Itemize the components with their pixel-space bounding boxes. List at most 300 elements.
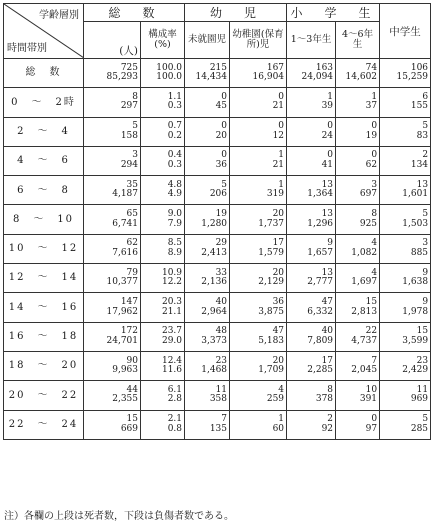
data-cell xyxy=(185,176,230,205)
injuries-value: 2,129 xyxy=(258,277,285,288)
table-row xyxy=(4,410,431,439)
injuries-value: 3,875 xyxy=(258,306,285,317)
injuries-value: 97 xyxy=(365,423,378,434)
deaths-value: 17 xyxy=(272,238,285,249)
data-cell xyxy=(287,88,336,117)
deaths-value: 5 xyxy=(132,121,138,132)
data-cell xyxy=(84,410,141,439)
row-label: 12 ～ 14 xyxy=(4,264,84,293)
data-cell xyxy=(141,322,185,351)
injuries-value: 21 xyxy=(272,101,285,112)
data-cell xyxy=(230,264,287,293)
deaths-value: 90 xyxy=(126,355,138,366)
row-label: 8 ～ 10 xyxy=(4,205,84,234)
data-cell xyxy=(230,88,287,117)
data-cell xyxy=(336,146,380,175)
data-cell xyxy=(287,146,336,175)
data-cell xyxy=(141,146,185,175)
data-cell xyxy=(287,176,336,205)
injuries-value: 11.6 xyxy=(161,365,183,376)
deaths-value: 12.4 xyxy=(161,355,183,366)
deaths-value: 1.1 xyxy=(167,91,183,102)
deaths-value: 44 xyxy=(126,384,138,395)
header-infant-home: 未就園児 xyxy=(185,22,230,59)
header-elem: 小 学 生 xyxy=(287,4,380,22)
data-cell xyxy=(380,410,431,439)
injuries-value: 1,579 xyxy=(258,247,285,258)
deaths-value: 5 xyxy=(422,209,429,220)
deaths-value: 65 xyxy=(126,209,138,220)
table-row xyxy=(4,322,431,351)
injuries-value: 41 xyxy=(321,160,334,171)
data-cell xyxy=(336,293,380,322)
data-cell xyxy=(141,351,185,380)
data-cell xyxy=(84,59,141,88)
deaths-value: 0 xyxy=(221,150,228,161)
table-row xyxy=(4,264,431,293)
injuries-value: 100.0 xyxy=(156,72,183,83)
deaths-value: 9.0 xyxy=(167,209,183,220)
injuries-value: 2,964 xyxy=(201,306,228,317)
data-cell xyxy=(141,176,185,205)
deaths-value: 0 xyxy=(327,150,334,161)
injuries-value: 3,373 xyxy=(201,335,228,346)
data-cell xyxy=(336,234,380,263)
injuries-value: 885 xyxy=(410,247,429,258)
deaths-value: 15 xyxy=(365,296,378,307)
injuries-value: 12.2 xyxy=(161,277,183,288)
injuries-value: 1,296 xyxy=(307,218,334,229)
data-cell xyxy=(287,410,336,439)
data-cell xyxy=(380,176,431,205)
injuries-value: 15,259 xyxy=(396,72,429,83)
data-cell xyxy=(84,381,141,410)
table-row xyxy=(4,205,431,234)
data-cell xyxy=(84,88,141,117)
deaths-value: 13 xyxy=(321,267,334,278)
data-cell xyxy=(336,117,380,146)
data-cell xyxy=(336,410,380,439)
injuries-value: 6,741 xyxy=(112,218,138,229)
deaths-value: 0 xyxy=(221,121,228,132)
deaths-value: 3 xyxy=(132,150,138,161)
data-cell xyxy=(141,234,185,263)
injuries-value: 134 xyxy=(410,160,429,171)
deaths-value: 0 xyxy=(371,150,378,161)
data-cell xyxy=(230,176,287,205)
injuries-value: 1,503 xyxy=(402,218,429,229)
deaths-value: 1 xyxy=(327,91,334,102)
injuries-value: 24,701 xyxy=(106,335,138,346)
deaths-value: 4 xyxy=(278,384,285,395)
data-cell xyxy=(336,205,380,234)
deaths-value: 23.7 xyxy=(161,326,183,337)
deaths-value: 15 xyxy=(126,414,138,425)
deaths-value: 20 xyxy=(272,209,285,220)
data-cell xyxy=(336,322,380,351)
row-label: 14 ～ 16 xyxy=(4,293,84,322)
data-cell xyxy=(287,381,336,410)
deaths-value: 40 xyxy=(215,296,228,307)
injuries-value: 158 xyxy=(120,130,138,141)
deaths-value: 0.7 xyxy=(167,121,183,132)
row-label: 10 ～ 12 xyxy=(4,234,84,263)
row-label: 総 数 xyxy=(4,59,84,88)
injuries-value: 1,709 xyxy=(258,365,285,376)
row-label: 18 ～ 20 xyxy=(4,351,84,380)
injuries-value: 0.8 xyxy=(167,423,183,434)
injuries-value: 0.3 xyxy=(167,160,183,171)
injuries-value: 2,429 xyxy=(402,365,429,376)
header-junior: 中学生 xyxy=(380,4,431,59)
data-cell xyxy=(287,322,336,351)
deaths-value: 4 xyxy=(371,238,378,249)
injuries-value: 17,962 xyxy=(106,306,138,317)
injuries-value: 1,638 xyxy=(402,277,429,288)
deaths-value: 9 xyxy=(422,267,429,278)
row-label: 22 ～ 24 xyxy=(4,410,84,439)
deaths-value: 3 xyxy=(422,238,429,249)
deaths-value: 1 xyxy=(278,150,285,161)
deaths-value: 22 xyxy=(365,326,378,337)
injuries-value: 21 xyxy=(272,160,285,171)
deaths-value: 11 xyxy=(416,384,429,395)
deaths-value: 23 xyxy=(416,355,429,366)
data-cell xyxy=(336,351,380,380)
deaths-value: 47 xyxy=(321,296,334,307)
data-cell xyxy=(84,322,141,351)
row-label: 16 ～ 18 xyxy=(4,322,84,351)
deaths-value: 20 xyxy=(272,267,285,278)
deaths-value: 19 xyxy=(215,209,228,220)
row-label: 4 ～ 6 xyxy=(4,146,84,175)
injuries-value: 39 xyxy=(321,101,334,112)
deaths-value: 9 xyxy=(422,296,429,307)
data-cell xyxy=(84,205,141,234)
table-row xyxy=(4,381,431,410)
deaths-value: 15 xyxy=(416,326,429,337)
injuries-value: 319 xyxy=(266,189,285,200)
data-cell xyxy=(380,205,431,234)
injuries-value: 4.9 xyxy=(167,189,183,200)
deaths-value: 62 xyxy=(126,238,138,249)
deaths-value: 36 xyxy=(272,296,285,307)
deaths-value: 13 xyxy=(416,179,429,190)
injuries-value: 135 xyxy=(209,423,228,434)
injuries-value: 16,904 xyxy=(252,72,285,83)
data-cell xyxy=(380,381,431,410)
deaths-value: 6 xyxy=(422,91,429,102)
deaths-value: 167 xyxy=(266,62,285,73)
data-cell xyxy=(380,351,431,380)
injuries-value: 85,293 xyxy=(106,72,138,83)
deaths-value: 23 xyxy=(215,355,228,366)
data-cell xyxy=(287,59,336,88)
data-cell xyxy=(185,351,230,380)
deaths-value: 0 xyxy=(221,91,228,102)
injuries-value: 155 xyxy=(410,101,429,112)
injuries-value: 20 xyxy=(215,130,228,141)
deaths-value: 40 xyxy=(321,326,334,337)
deaths-value: 0 xyxy=(278,91,285,102)
data-cell xyxy=(185,234,230,263)
data-cell xyxy=(380,59,431,88)
table-row xyxy=(4,117,431,146)
injuries-value: 1,468 xyxy=(201,365,228,376)
data-cell xyxy=(287,117,336,146)
injuries-value: 36 xyxy=(215,160,228,171)
header-total-people: (人) xyxy=(84,22,141,59)
injuries-value: 8.9 xyxy=(167,247,183,258)
injuries-value: 2.8 xyxy=(167,394,183,405)
injuries-value: 4,737 xyxy=(351,335,378,346)
data-cell xyxy=(230,381,287,410)
header-total: 総 数 xyxy=(84,4,185,22)
data-cell xyxy=(230,322,287,351)
injuries-value: 2,413 xyxy=(201,247,228,258)
injuries-value: 2,355 xyxy=(112,394,138,405)
injuries-value: 925 xyxy=(359,218,378,229)
deaths-value: 9 xyxy=(327,238,334,249)
deaths-value: 11 xyxy=(215,384,228,395)
injuries-value: 1,082 xyxy=(351,247,378,258)
deaths-value: 2 xyxy=(422,150,429,161)
deaths-value: 13 xyxy=(321,209,334,220)
data-cell xyxy=(185,205,230,234)
deaths-value: 8 xyxy=(132,91,138,102)
injuries-value: 0.2 xyxy=(167,130,183,141)
injuries-value: 24,094 xyxy=(301,72,334,83)
corner-bottom-label: 時間帯別 xyxy=(7,43,47,54)
deaths-value: 1 xyxy=(278,414,285,425)
data-cell xyxy=(84,264,141,293)
row-label: 20 ～ 22 xyxy=(4,381,84,410)
data-cell xyxy=(230,205,287,234)
data-cell xyxy=(141,410,185,439)
injuries-value: 5,183 xyxy=(258,335,285,346)
injuries-value: 0.3 xyxy=(167,101,183,112)
deaths-value: 6.1 xyxy=(167,384,183,395)
injuries-value: 259 xyxy=(266,394,285,405)
data-cell xyxy=(84,234,141,263)
injuries-value: 1,364 xyxy=(307,189,334,200)
deaths-value: 215 xyxy=(209,62,228,73)
deaths-value: 172 xyxy=(120,326,138,337)
data-cell xyxy=(185,146,230,175)
injuries-value: 1,737 xyxy=(258,218,285,229)
injuries-value: 3,599 xyxy=(402,335,429,346)
data-cell xyxy=(287,293,336,322)
injuries-value: 14,434 xyxy=(195,72,228,83)
deaths-value: 0.4 xyxy=(167,150,183,161)
deaths-value: 79 xyxy=(126,267,138,278)
row-label: 2 ～ 4 xyxy=(4,117,84,146)
injuries-value: 7,809 xyxy=(307,335,334,346)
injuries-value: 1,601 xyxy=(402,189,429,200)
data-cell xyxy=(141,264,185,293)
injuries-value: 2,813 xyxy=(351,306,378,317)
data-cell xyxy=(380,293,431,322)
deaths-value: 4.8 xyxy=(167,179,183,190)
data-cell xyxy=(185,293,230,322)
injuries-value: 2,777 xyxy=(307,277,334,288)
data-cell xyxy=(141,59,185,88)
deaths-value: 5 xyxy=(422,414,429,425)
row-label: 0 ～ 2時 xyxy=(4,88,84,117)
injuries-value: 60 xyxy=(272,423,285,434)
table-row xyxy=(4,176,431,205)
data-cell xyxy=(185,410,230,439)
data-cell xyxy=(84,176,141,205)
deaths-value: 8 xyxy=(327,384,334,395)
header-total-ratio: 構成率(%) xyxy=(141,22,185,59)
injuries-value: 19 xyxy=(365,130,378,141)
deaths-value: 29 xyxy=(215,238,228,249)
data-cell xyxy=(287,205,336,234)
injuries-value: 92 xyxy=(321,423,334,434)
data-cell xyxy=(84,351,141,380)
injuries-value: 37 xyxy=(365,101,378,112)
data-cell xyxy=(336,88,380,117)
injuries-value: 285 xyxy=(410,423,429,434)
table-row xyxy=(4,59,431,88)
data-cell xyxy=(141,381,185,410)
deaths-value: 5 xyxy=(422,121,429,132)
table-row xyxy=(4,351,431,380)
data-cell xyxy=(185,88,230,117)
data-cell xyxy=(336,176,380,205)
data-cell xyxy=(84,117,141,146)
deaths-value: 725 xyxy=(120,62,138,73)
deaths-value: 48 xyxy=(215,326,228,337)
injuries-value: 1,657 xyxy=(307,247,334,258)
deaths-value: 0 xyxy=(327,121,334,132)
deaths-value: 10.9 xyxy=(161,267,183,278)
injuries-value: 697 xyxy=(359,189,378,200)
corner-top-label: 学齢層別 xyxy=(39,10,79,21)
injuries-value: 1,697 xyxy=(351,277,378,288)
injuries-value: 294 xyxy=(120,160,138,171)
deaths-value: 74 xyxy=(365,62,378,73)
deaths-value: 17 xyxy=(321,355,334,366)
data-cell xyxy=(230,293,287,322)
data-cell xyxy=(336,59,380,88)
injuries-value: 969 xyxy=(410,394,429,405)
row-label: 6 ～ 8 xyxy=(4,176,84,205)
deaths-value: 100.0 xyxy=(156,62,183,73)
injuries-value: 2,136 xyxy=(201,277,228,288)
injuries-value: 297 xyxy=(120,101,138,112)
injuries-value: 1,978 xyxy=(402,306,429,317)
deaths-value: 47 xyxy=(272,326,285,337)
injuries-value: 24 xyxy=(321,130,334,141)
injuries-value: 4,187 xyxy=(112,189,138,200)
injuries-value: 12 xyxy=(272,130,285,141)
data-cell xyxy=(230,234,287,263)
deaths-value: 20.3 xyxy=(161,296,183,307)
deaths-value: 5 xyxy=(221,179,228,190)
data-cell xyxy=(380,264,431,293)
data-cell xyxy=(141,205,185,234)
data-cell xyxy=(380,117,431,146)
injuries-value: 358 xyxy=(209,394,228,405)
deaths-value: 8 xyxy=(371,209,378,220)
deaths-value: 13 xyxy=(321,179,334,190)
injuries-value: 669 xyxy=(120,423,138,434)
deaths-value: 3 xyxy=(371,179,378,190)
injuries-value: 2,285 xyxy=(307,365,334,376)
deaths-value: 1 xyxy=(278,179,285,190)
data-table xyxy=(3,3,431,440)
deaths-value: 7 xyxy=(221,414,228,425)
deaths-value: 4 xyxy=(371,267,378,278)
data-cell xyxy=(336,264,380,293)
header-elem-1-3: 1～3年生 xyxy=(287,22,336,59)
injuries-value: 83 xyxy=(416,130,429,141)
corner-header xyxy=(4,4,84,59)
data-cell xyxy=(185,322,230,351)
injuries-value: 62 xyxy=(365,160,378,171)
deaths-value: 0 xyxy=(371,414,378,425)
deaths-value: 163 xyxy=(315,62,334,73)
table-row xyxy=(4,293,431,322)
deaths-value: 1 xyxy=(371,91,378,102)
data-cell xyxy=(141,117,185,146)
injuries-value: 7,616 xyxy=(112,247,138,258)
data-cell xyxy=(84,146,141,175)
data-cell xyxy=(230,351,287,380)
injuries-value: 45 xyxy=(215,101,228,112)
data-cell xyxy=(141,293,185,322)
data-cell xyxy=(287,234,336,263)
injuries-value: 378 xyxy=(315,394,334,405)
injuries-value: 21.1 xyxy=(161,306,183,317)
data-cell xyxy=(287,351,336,380)
header-infant-kinder: 幼稚園(保育所)児 xyxy=(230,22,287,59)
data-cell xyxy=(185,59,230,88)
injuries-value: 2,045 xyxy=(351,365,378,376)
injuries-value: 391 xyxy=(359,394,378,405)
data-cell xyxy=(185,264,230,293)
data-cell xyxy=(230,59,287,88)
data-cell xyxy=(84,293,141,322)
data-cell xyxy=(336,381,380,410)
deaths-value: 0 xyxy=(278,121,285,132)
table-row xyxy=(4,234,431,263)
table-row xyxy=(4,88,431,117)
data-cell xyxy=(287,264,336,293)
injuries-value: 9,963 xyxy=(112,365,138,376)
deaths-value: 33 xyxy=(215,267,228,278)
table-row xyxy=(4,146,431,175)
header-elem-4-6: 4～6年生 xyxy=(336,22,380,59)
injuries-value: 14,602 xyxy=(345,72,378,83)
header-infant: 幼 児 xyxy=(185,4,287,22)
deaths-value: 20 xyxy=(272,355,285,366)
deaths-value: 0 xyxy=(371,121,378,132)
data-cell xyxy=(230,410,287,439)
data-cell xyxy=(230,146,287,175)
deaths-value: 147 xyxy=(120,296,138,307)
deaths-value: 7 xyxy=(371,355,378,366)
data-cell xyxy=(380,88,431,117)
deaths-value: 10 xyxy=(365,384,378,395)
deaths-value: 8.5 xyxy=(167,238,183,249)
injuries-value: 29.0 xyxy=(161,335,183,346)
data-cell xyxy=(185,381,230,410)
data-cell xyxy=(185,117,230,146)
injuries-value: 206 xyxy=(209,189,228,200)
